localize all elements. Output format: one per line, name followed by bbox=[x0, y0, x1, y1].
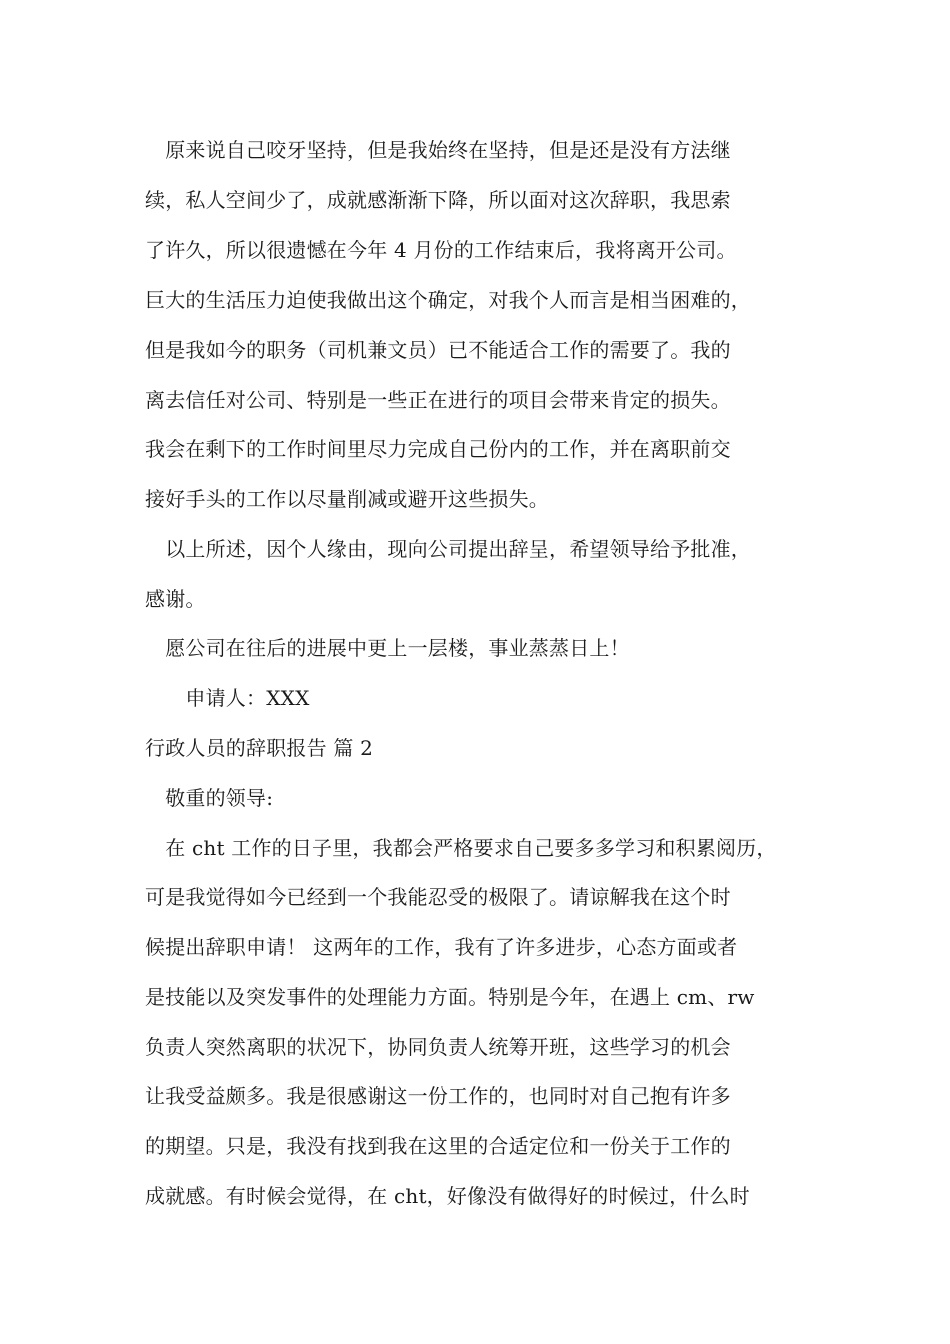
paragraph-line: 在 cht 工作的日子里，我都会严格要求自己要多多学习和积累阅历， bbox=[145, 836, 777, 860]
paragraph-line: 但是我如今的职务（司机兼文员）已不能适合工作的需要了。我的 bbox=[145, 338, 731, 362]
section-title: 行政人员的辞职报告 篇 2 bbox=[145, 736, 374, 760]
paragraph-line: 我会在剩下的工作时间里尽力完成自己份内的工作，并在离职前交 bbox=[145, 437, 731, 461]
closing-wish: 愿公司在往后的进展中更上一层楼，事业蒸蒸日上！ bbox=[145, 636, 630, 660]
salutation: 敬重的领导: bbox=[145, 786, 274, 810]
paragraph-line: 的期望。只是，我没有找到我在这里的合适定位和一份关于工作的 bbox=[145, 1134, 731, 1158]
paragraph-line: 了许久，所以很遗憾在今年 4 月份的工作结束后，我将离开公司。 bbox=[145, 238, 737, 262]
paragraph-line: 接好手头的工作以尽量削减或避开这些损失。 bbox=[145, 487, 549, 511]
paragraph-line: 是技能以及突发事件的处理能力方面。特别是今年，在遇上 cm、rw bbox=[145, 985, 755, 1009]
paragraph-line: 让我受益颇多。我是很感谢这一份工作的，也同时对自己抱有许多 bbox=[145, 1084, 731, 1108]
paragraph-line: 巨大的生活压力迫使我做出这个确定，对我个人而言是相当困难的， bbox=[145, 288, 751, 312]
paragraph-line: 感谢。 bbox=[145, 587, 206, 611]
applicant-signature: 申请人：XXX bbox=[145, 686, 310, 710]
paragraph-line: 续，私人空间少了，成就感渐渐下降，所以面对这次辞职，我思索 bbox=[145, 188, 731, 212]
paragraph-line: 离去信任对公司、特别是一些正在进行的项目会带来肯定的损失。 bbox=[145, 388, 731, 412]
paragraph-line: 可是我觉得如今已经到一个我能忍受的极限了。请谅解我在这个时 bbox=[145, 885, 731, 909]
paragraph-line: 候提出辞职申请！ 这两年的工作，我有了许多进步，心态方面或者 bbox=[145, 935, 738, 959]
paragraph-line: 负责人突然离职的状况下，协同负责人统筹开班，这些学习的机会 bbox=[145, 1035, 731, 1059]
paragraph-line: 原来说自己咬牙坚持，但是我始终在坚持，但是还是没有方法继 bbox=[145, 138, 731, 162]
paragraph-line: 成就感。有时候会觉得，在 cht，好像没有做得好的时候过，什么时 bbox=[145, 1184, 750, 1208]
paragraph-line: 以上所述，因个人缘由，现向公司提出辞呈，希望领导给予批准， bbox=[145, 537, 751, 561]
